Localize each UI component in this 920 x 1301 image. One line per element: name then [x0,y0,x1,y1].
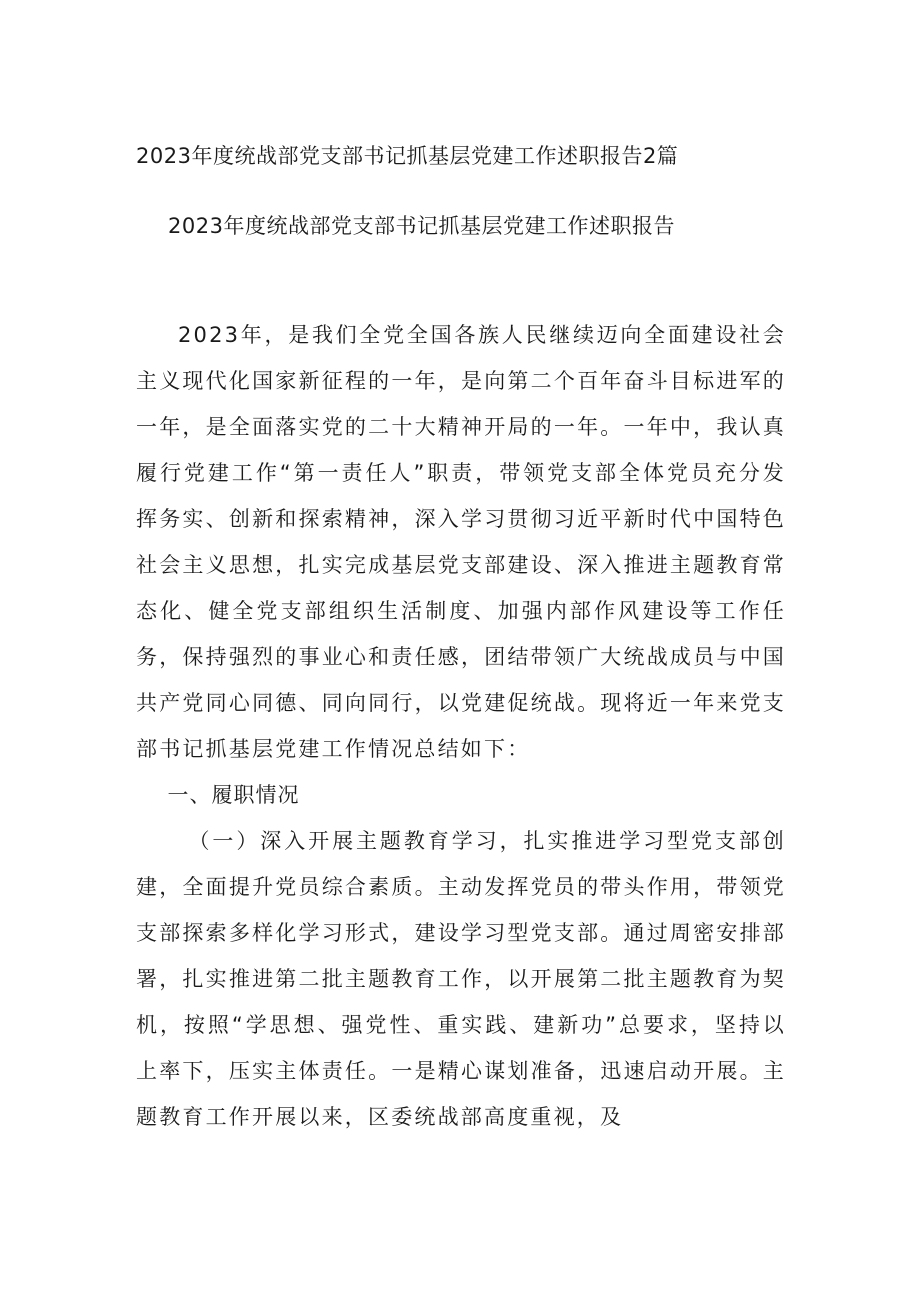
document-title: 2023年度统战部党支部书记抓基层党建工作述职报告2篇 [136,144,679,168]
document-body [136,312,786,1140]
intro-paragraph: 2023年，是我们全党全国各族人民继续迈向全面建设社会主义现代化国家新征程的一年，是向第二个百年奋斗目标进军的一年，是全面落实党的二十大精神开局的一年。一年中，我认真履行党建工作“第一责任人”职责，带领党支部全体党员充分发挥务实、创新和探索精神，深入学习贯彻习近平新时代中国特色社会主义思想，扎实完成基层党支部建设、深入推进主题教育常态化、健全党支部组织生活制度、加强内部作风建设等工作任务，保持强烈的事业心和责任感，团结带领广大统战成员与中国共产党同心同德、同向同行，以党建促统战。现将近一年来党支部书记抓基层党建工作情况总结如下： [136,323,786,761]
document-subtitle: 2023年度统战部党支部书记抓基层党建工作述职报告 [168,214,675,238]
subsection-paragraph-1: （一）深入开展主题教育学习，扎实推进学习型党支部创建，全面提升党员综合素质。主动发挥党员的带头作用，带领党支部探索多样化学习形式，建设学习型党支部。通过周密安排部署，扎实推进第二批主题教育工作，以开展第二批主题教育为契机，按照“学思想、强党性、重实践、建新功”总要求，坚持以上率下，压实主体责任。一是精心谋划准备，迅速启动开展。主题教育工作开展以来，区委统战部高度重视，及 [136,829,786,1129]
section-heading-performance: 一、履职情况 [167,783,300,807]
